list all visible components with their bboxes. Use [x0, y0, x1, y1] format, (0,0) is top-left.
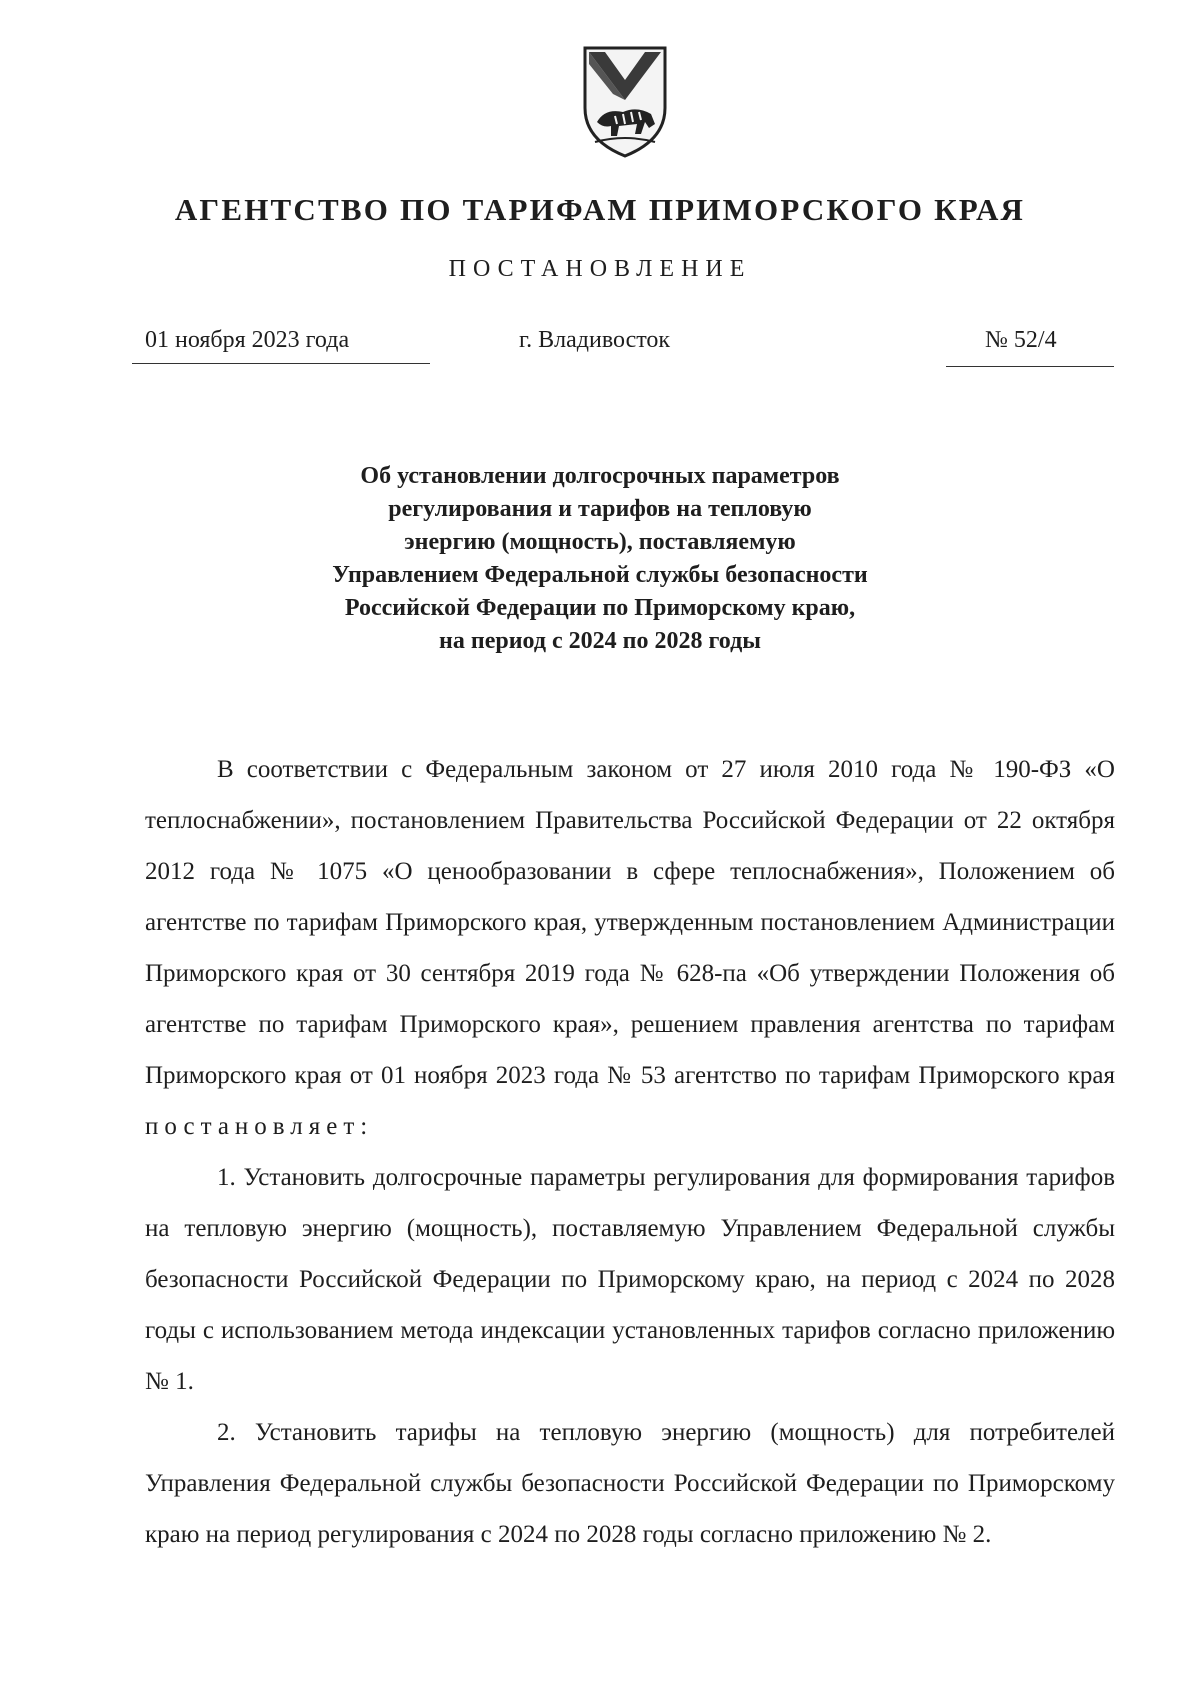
title-line: Управлением Федеральной службы безопасности	[332, 562, 868, 588]
number-underline	[946, 366, 1114, 367]
preamble-text: В соответствии с Федеральным законом от 27 июля 2010 года № 190-ФЗ «О теплоснабжении», постановлением Правительства Российской Федерации от 22 октября 2012 года № 1075 «О ценообразовании в сфере теплоснабжения», Положением об агентстве по тарифам Приморского края, утвержденным постановлением Администрации Приморского края от 30 сентября 2019 года № 628-па «Об утверждении Положения об агентстве по тарифам Приморского края», решением правления агентства по тарифам Приморского края от 01 ноября 2023 года № 53 агентство по тарифам Приморского края	[145, 756, 1115, 1089]
primorsky-krai-coat-of-arms-icon	[575, 42, 675, 160]
title-line: на период с 2024 по 2028 годы	[439, 628, 761, 654]
document-type: ПОСТАНОВЛЕНИЕ	[448, 256, 752, 282]
document-body	[145, 744, 1115, 1560]
document-number: № 52/4	[985, 327, 1057, 353]
title-line: Об установлении долгосрочных параметров	[360, 463, 840, 489]
clause-2: 2. Установить тарифы на тепловую энергию (мощность) для потребителей Управления Федеральной службы безопасности Российской Федерации по Приморскому краю на период регулирования с 2024 по 2028 годы согласно приложению № 2.	[145, 1419, 1115, 1548]
clause-1: 1. Установить долгосрочные параметры регулирования для формирования тарифов на тепловую энергию (мощность), поставляемую Управлением Федеральной службы безопасности Российской Федерации по Приморскому краю, на период с 2024 по 2028 годы с использованием метода индексации установленных тарифов согласно приложению № 1.	[145, 1164, 1115, 1395]
document-title	[200, 460, 1000, 658]
title-line: Российской Федерации по Приморскому краю,	[344, 595, 856, 621]
preamble-paragraph	[145, 744, 1115, 1152]
date-underline	[132, 363, 430, 364]
document-date: 01 ноября 2023 года	[145, 327, 350, 353]
preamble-end: :	[360, 1113, 368, 1140]
decree-word: постановляет	[145, 1113, 361, 1140]
title-line: энергию (мощность), поставляемую	[404, 529, 796, 555]
agency-name: АГЕНТСТВО ПО ТАРИФАМ ПРИМОРСКОГО КРАЯ	[174, 192, 1026, 227]
title-line: регулирования и тарифов на тепловую	[388, 496, 812, 522]
document-city: г. Владивосток	[519, 327, 671, 353]
